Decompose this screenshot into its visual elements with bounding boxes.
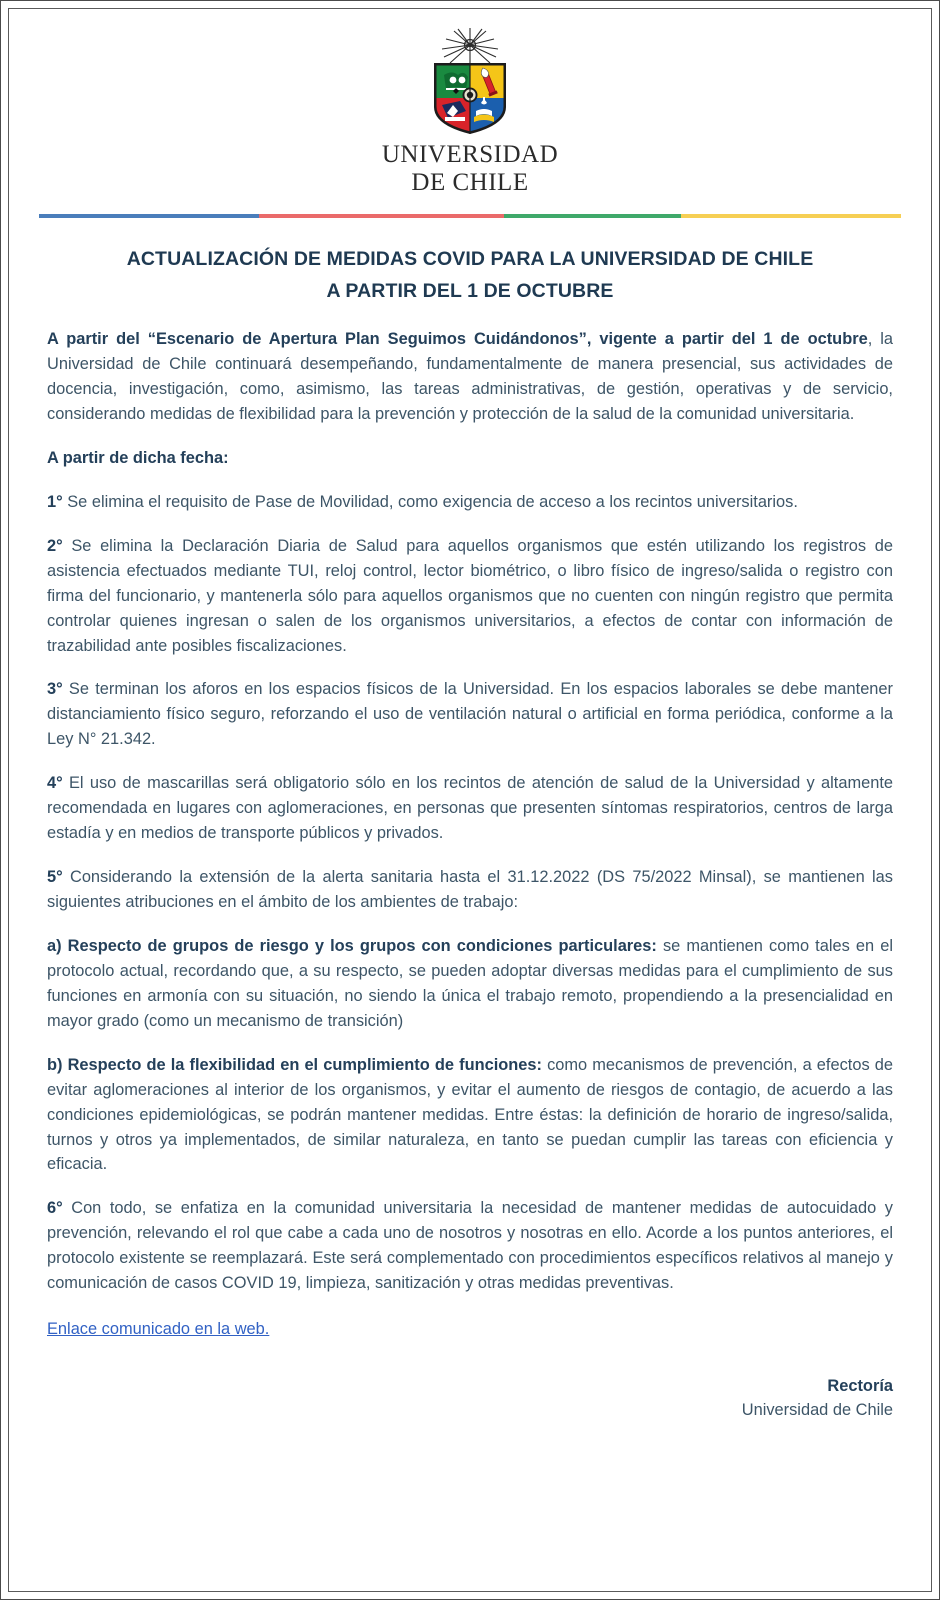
rule-segment-green — [504, 214, 681, 218]
sub-item-b-label: b) Respecto de la flexibilidad en el cumplimiento de funciones: — [47, 1055, 542, 1074]
measure-item-2 — [47, 534, 893, 659]
document-body — [9, 218, 931, 1423]
page-title-line2: A PARTIR DEL 1 DE OCTUBRE — [326, 279, 614, 302]
signature-name: Rectoría — [827, 1377, 893, 1396]
from-date-heading — [47, 446, 893, 471]
measure-marker-5: 5° — [47, 868, 63, 887]
page-title-line1: ACTUALIZACIÓN DE MEDIDAS COVID PARA LA UNIVERSIDAD DE CHILE — [126, 248, 814, 270]
measure-marker-1: 1° — [47, 492, 63, 511]
measure-item-5 — [47, 865, 893, 915]
measure-item-1 — [47, 490, 893, 515]
page-title — [47, 244, 893, 307]
page-frame — [8, 8, 932, 1592]
measure-text-3: Se terminan los aforos en los espacios físicos de la Universidad. En los espacios laborales se debe mantener distanciamiento físico seguro, reforzando el uso de ventilación natural o artificial en forma periódica, conforme a la Ley N° 21.342. — [47, 680, 893, 749]
web-communication-link[interactable]: Enlace comunicado en la web. — [47, 1320, 270, 1339]
measure-marker-3: 3° — [47, 680, 63, 699]
measure-item-6 — [47, 1196, 893, 1296]
measure-marker-6: 6° — [47, 1199, 63, 1218]
university-name — [382, 141, 558, 197]
measure-text-1: Se elimina el requisito de Pase de Movilidad, como exigencia de acceso a los recintos universitarios. — [62, 492, 798, 511]
intro-paragraph — [47, 327, 893, 427]
measure-marker-4: 4° — [47, 774, 63, 793]
document-header — [9, 9, 931, 197]
university-name-line1: UNIVERSIDAD — [381, 141, 559, 168]
university-logo — [381, 25, 559, 197]
measure-text-2: Se elimina la Declaración Diaria de Salud para aquellos organismos que estén utilizando los registros de asistencia efectuados mediante TUI, reloj control, lector biométrico, o libro físico de ingreso/salida o registro con firma del funcionario, y mantenerla sólo para aquellos organismos que no cuenten con ningún registro que permita controlar quienes ingresan o salen de los organismos universitarios, a efectos de contar con información de trazabilidad ante posibles fiscalizaciones. — [47, 536, 893, 655]
sub-item-a-text: se mantienen como tales en el protocolo actual, recordando que, a su respecto, se pueden adoptar diversas medidas para el cumplimiento de sus funciones en armonía con su situación, no siendo la única el trabajo remoto, propendiendo a la presencialidad en mayor grado (como un mecanismo de transición) — [47, 936, 893, 1030]
sub-item-a-label: a) Respecto de grupos de riesgo y los grupos con condiciones particulares: — [47, 936, 657, 955]
measure-text-4: El uso de mascarillas será obligatorio sólo en los recintos de atención de salud de la Universidad y altamente recomendada en lugares con aglomeraciones, en personas que presenten síntomas respiratorios, centros de larga estadía y en medios de transporte públicos y privados. — [47, 774, 893, 843]
sub-item-b-text: como mecanismos de prevención, a efectos de evitar aglomeraciones al interior de los organismos, y evitar el aumento de riesgos de contagio, de acuerdo a las condiciones epidemiológicas, se podrán mantener medidas. Entre éstas: la definición de horario de ingreso/salida, turnos y otros ya implementados, de similar naturaleza, en tanto se puedan cumplir las tareas con eficiencia y eficacia. — [47, 1055, 893, 1174]
rule-segment-blue — [39, 214, 259, 218]
university-name-line2: DE CHILE — [411, 169, 529, 196]
measure-item-4 — [47, 771, 893, 846]
measure-marker-2: 2° — [47, 536, 63, 555]
from-date-heading-text: A partir de dicha fecha: — [47, 448, 229, 467]
rule-segment-yellow — [681, 214, 901, 218]
intro-rest: , la Universidad de Chile continuará desempeñando, fundamentalmente de manera presencial, sus actividades de docencia, investigación, como, asimismo, las tareas administrativas, de gestión, operativas y de servicio, considerando medidas de flexibilidad para la prevención y protección de la salud de la comunidad universitaria. — [47, 330, 893, 423]
rule-segment-red — [259, 214, 505, 218]
measure-item-3 — [47, 677, 893, 752]
measure-text-6: Con todo, se enfatiza en la comunidad universitaria la necesidad de mantener medidas de autocuidado y prevención, relevando el rol que cabe a cada uno de nosotros y nosotras en ello. Acorde a los puntos anteriores, el protocolo existente se reemplazará. Este será complementado con procedimientos específicos relativos al manejo y comunicación de casos COVID 19, limpieza, sanitización y otras medidas preventivas. — [47, 1199, 893, 1293]
sub-item-b — [47, 1053, 893, 1178]
signature-organization: Universidad de Chile — [741, 1400, 893, 1419]
web-link-row — [47, 1320, 893, 1339]
sub-item-a — [47, 934, 893, 1034]
signature-block — [47, 1375, 893, 1423]
intro-bold: A partir del “Escenario de Apertura Plan Seguimos Cuidándonos”, vigente a partir del 1 de octubre — [47, 330, 868, 349]
measure-text-5: Considerando la extensión de la alerta sanitaria hasta el 31.12.2022 (DS 75/2022 Minsal), se mantienen las siguientes atribuciones en el ámbito de los ambientes de trabajo: — [47, 868, 893, 912]
brand-color-rule — [39, 214, 901, 218]
coat-of-arms-icon — [410, 25, 530, 137]
